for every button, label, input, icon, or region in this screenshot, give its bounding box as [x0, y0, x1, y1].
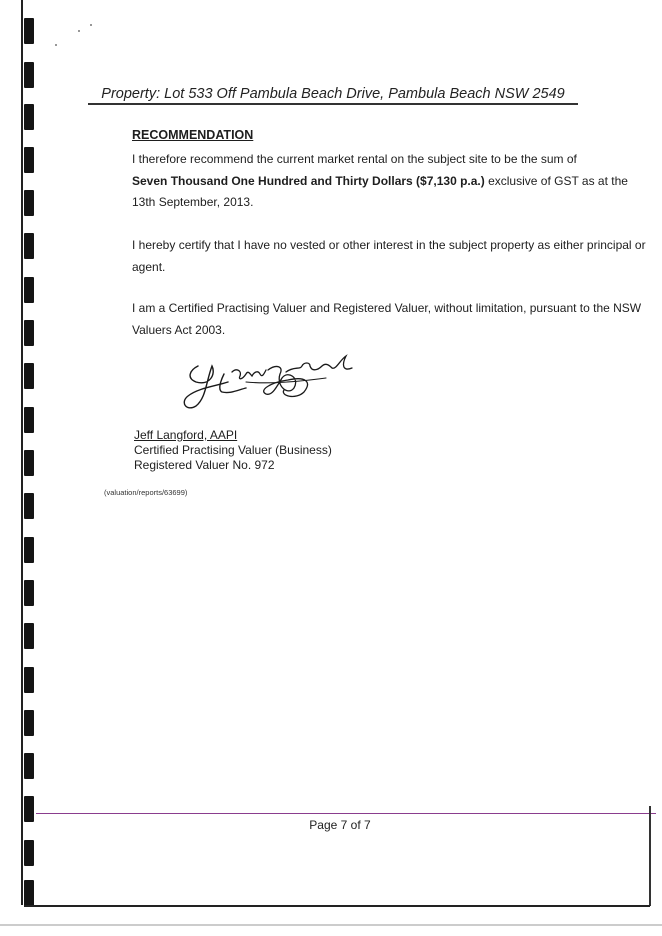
scan-speck — [90, 24, 92, 26]
page-number: Page 7 of 7 — [309, 818, 371, 832]
rental-amount: Seven Thousand One Hundred and Thirty Dollars ($7,130 p.a.) — [132, 174, 485, 188]
section-heading: RECOMMENDATION — [132, 128, 254, 142]
page-edge-right — [649, 806, 651, 906]
handwritten-signature — [176, 352, 366, 412]
page-footer — [0, 818, 662, 832]
paragraph-line: I hereby certify that I have no vested or other interest in the subject property as either principal or — [132, 238, 646, 252]
paragraph-line: Valuers Act 2003. — [132, 323, 226, 337]
paragraph-line: I therefore recommend the current market rental on the subject site to be the sum of — [132, 152, 577, 166]
header-rule — [88, 103, 578, 105]
paragraph-line: agent. — [132, 260, 166, 274]
footer-rule — [36, 813, 656, 814]
property-header: Property: Lot 533 Off Pambula Beach Drive, Pambula Beach NSW 2549 — [101, 86, 565, 102]
signature-block — [134, 428, 332, 473]
signatory-registration: Registered Valuer No. 972 — [134, 458, 275, 472]
scan-speck — [78, 30, 80, 32]
signatory-title: Certified Practising Valuer (Business) — [134, 443, 332, 457]
report-reference: (valuation/reports/63699) — [104, 488, 188, 497]
paragraph-line: 13th September, 2013. — [132, 195, 254, 209]
binding-edge — [21, 0, 23, 905]
page-shadow — [0, 924, 662, 926]
paragraph-line: I am a Certified Practising Valuer and Registered Valuer, without limitation, pursuant to the NSW — [132, 301, 642, 315]
paragraph-text: exclusive of GST as at the — [484, 174, 628, 188]
paragraph-line — [132, 174, 628, 188]
page-edge-bottom — [24, 905, 650, 907]
signatory-name: Jeff Langford, AAPI — [134, 428, 238, 442]
scan-speck — [55, 44, 57, 46]
